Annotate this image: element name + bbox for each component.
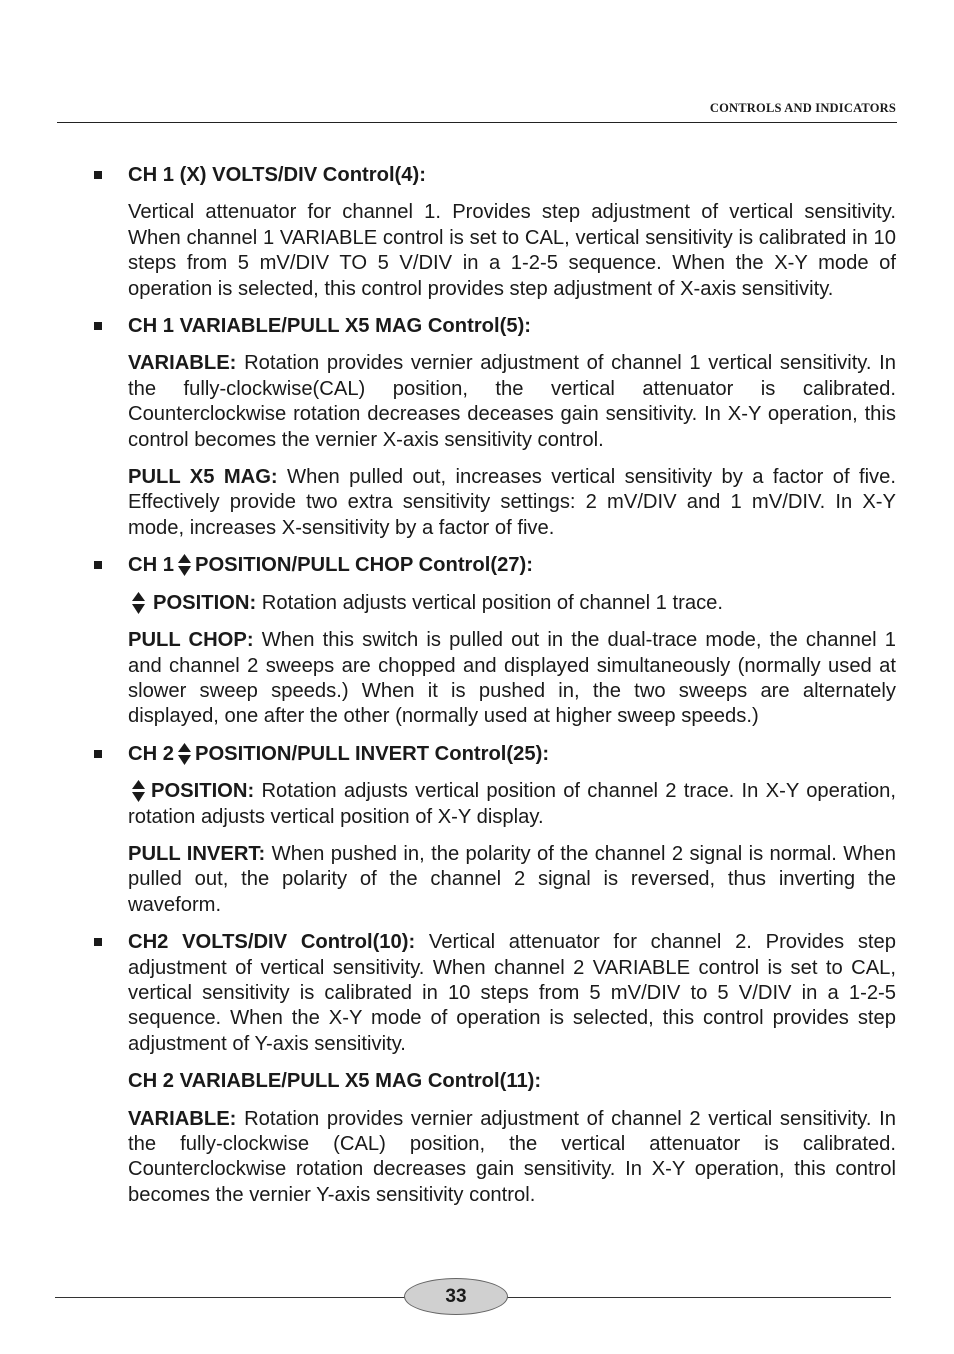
heading-text: CH 1 (X) VOLTS/DIV Control(4): [128, 164, 426, 186]
paragraph [128, 591, 896, 616]
header-rule [57, 122, 897, 123]
paragraph [128, 465, 896, 541]
term-label: PULL INVERT: [128, 842, 266, 865]
page-number: 33 [404, 1278, 508, 1315]
paragraph: Vertical attenuator for channel 1. Provides step adjustment of vertical sensitivity. When channel 1 VARIABLE control is set to CAL, vertical sensitivity is calibrated in 10 steps from 5 mV/DIV TO 5 V/DIV in a 1-2-5 sequence. When the X-Y mode of operation is selected, this control provides step adjustment of X-axis sensitivity. [128, 201, 896, 300]
term-label: PULL CHOP: [128, 629, 254, 652]
up-down-arrow-icon [132, 780, 145, 802]
heading-text: CH 1 VARIABLE/PULL X5 MAG Control(5): [128, 315, 532, 338]
paragraph [128, 1107, 896, 1209]
term-text: When pulled out, increases vertical sensitivity by a factor of five. Effectively provide two extra sensitivity settings: 2 mV/DIV and 1 mV/DIV. In X-Y mode, increases X-sensitivity by a factor of five. [128, 466, 896, 539]
heading-suffix: POSITION/PULL CHOP Control(27): [195, 554, 533, 577]
term-label: VARIABLE: [128, 1107, 237, 1130]
section-heading [128, 1069, 896, 1094]
term-text: Vertical attenuator for channel 2. Provides step adjustment of vertical sensitivity. When channel 2 VARIABLE control is set to CAL, vertical sensitivity is calibrated in 10 steps from 5 mV/DIV to 5 V/DIV in a 1-2-5 sequence. When the X-Y mode of operation is selected, this control provides step adjustment of Y-axis sensitivity. [128, 931, 896, 1055]
section-heading [128, 742, 896, 767]
paragraph [128, 628, 896, 730]
term-label: PULL X5 MAG: [128, 466, 278, 489]
heading-prefix: CH 2 [128, 742, 174, 765]
up-down-arrow-icon [178, 554, 191, 576]
paragraph [128, 779, 896, 830]
up-down-arrow-icon [132, 592, 145, 614]
paragraph [128, 351, 896, 453]
paragraph [128, 842, 896, 918]
term-text: Rotation provides vernier adjustment of channel 2 vertical sensitivity. In the fully-clockwise (CAL) position, the vertical attenuator is calibrated. Counterclockwise rotation decreases gain sensitivity. In X-Y operation, this control becomes the vernier Y-axis sensitivity control. [128, 1107, 896, 1206]
paragraph [128, 930, 896, 1057]
section-heading [128, 163, 896, 188]
term-label: CH2 VOLTS/DIV Control(10): [128, 931, 416, 954]
bullet-icon [94, 750, 102, 758]
term-text: When this switch is pulled out in the dual-trace mode, the channel 1 and channel 2 sweeps are chopped and displayed simultaneously (normally used at slower sweep speeds.) When it is pushed in, the two sweeps are alternately displayed, one after the other (normally used at higher sweep speeds.) [128, 629, 896, 728]
page-content [128, 163, 896, 1208]
bullet-icon [94, 171, 102, 179]
heading-text: CH 2 VARIABLE/PULL X5 MAG Control(11): [128, 1070, 542, 1093]
heading-suffix: POSITION/PULL INVERT Control(25): [195, 742, 550, 765]
running-head: CONTROLS AND INDICATORS [709, 101, 896, 115]
up-down-arrow-icon [178, 743, 191, 765]
bullet-icon [94, 561, 102, 569]
bullet-icon [94, 938, 102, 946]
term-text: Rotation adjusts vertical position of channel 1 trace. [256, 591, 724, 614]
section-heading [128, 314, 896, 339]
section-heading [128, 553, 896, 578]
term-label: VARIABLE: [128, 352, 237, 375]
heading-prefix: CH 1 [128, 554, 174, 577]
term-label: POSITION: [153, 591, 257, 614]
term-text: Rotation adjusts vertical position of channel 2 trace. In X-Y operation, rotation adjusts vertical position of X-Y display. [128, 780, 896, 828]
bullet-icon [94, 322, 102, 330]
term-label: POSITION: [151, 780, 255, 803]
term-text: Rotation provides vernier adjustment of channel 1 vertical sensitivity. In the fully-clockwise(CAL) position, the vertical attenuator is calibrated. Counterclockwise rotation decreases deceases gain sensitivity. In X-Y operation, this control becomes the vernier X-axis sensitivity control. [128, 352, 896, 451]
term-text: When pushed in, the polarity of the channel 2 signal is normal. When pulled out, the polarity of the channel 2 signal is reversed, thus inverting the waveform. [128, 842, 896, 916]
